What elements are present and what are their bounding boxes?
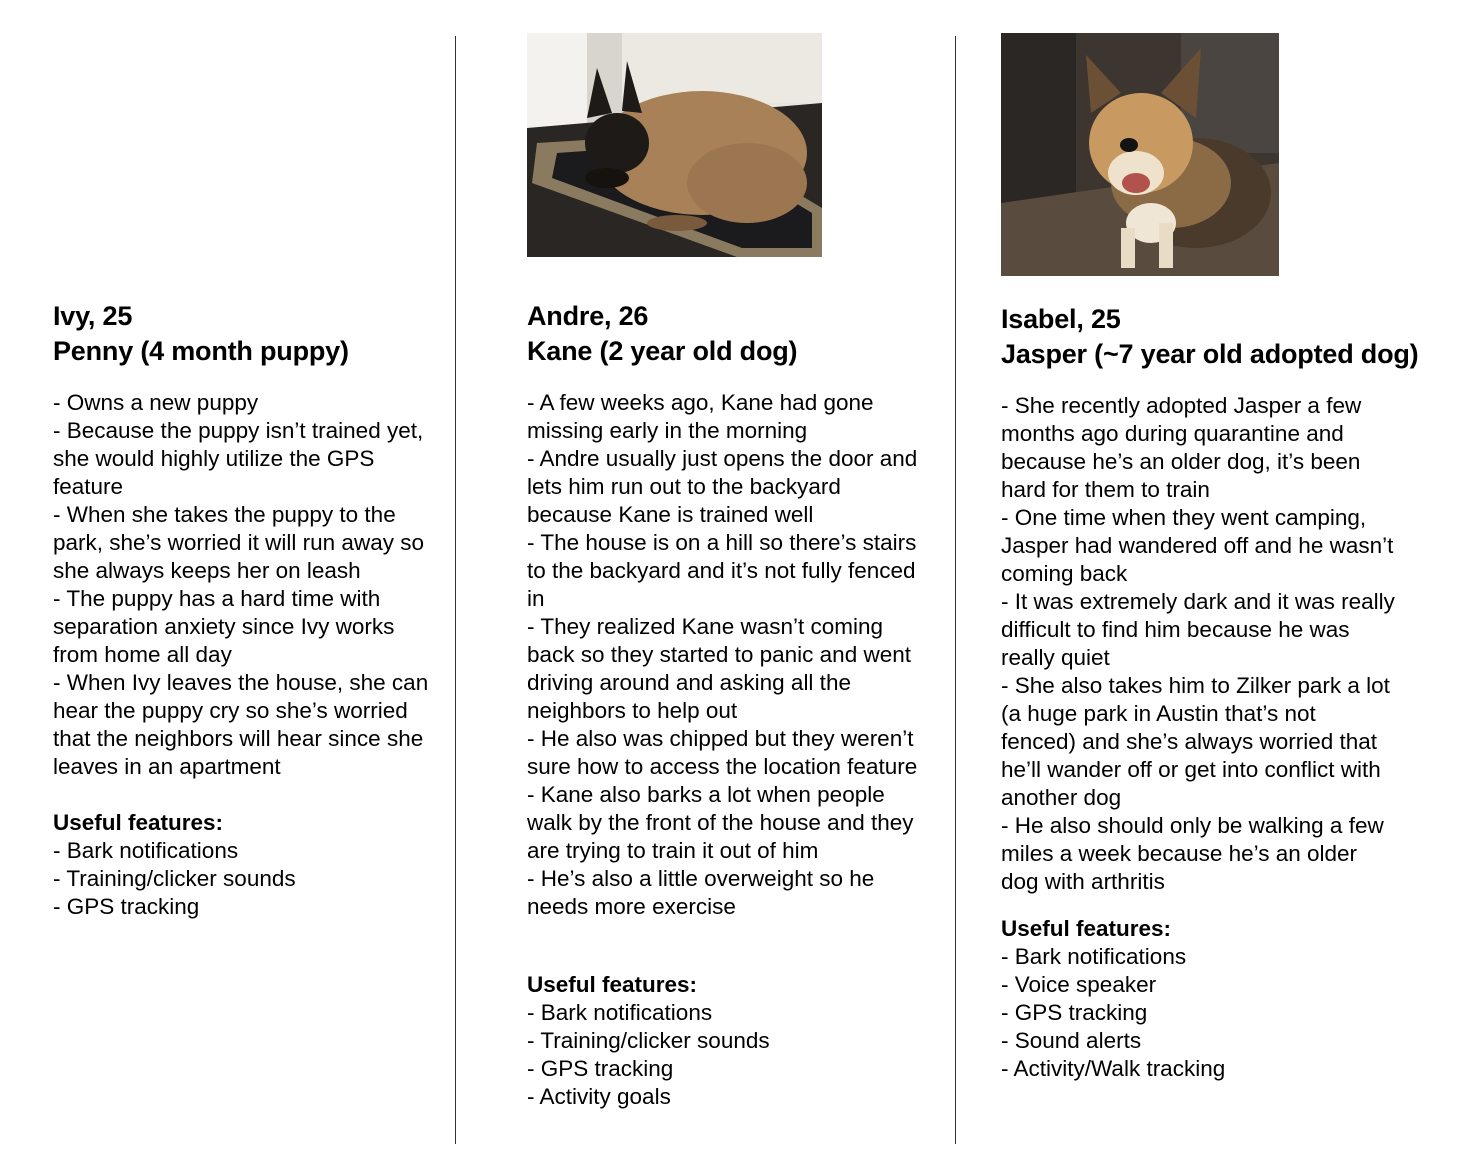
- dog-photo-kane: [527, 33, 822, 257]
- feature-item: - Activity goals: [527, 1083, 922, 1111]
- persona-card-isabel: [1001, 0, 1471, 1166]
- features-list: [527, 999, 922, 1111]
- note-item: - Kane also barks a lot when people walk by the front of the house and they are trying to train it out of him: [527, 781, 922, 865]
- note-item: - Because the puppy isn’t trained yet, she would highly utilize the GPS feature: [53, 417, 443, 501]
- feature-item: - Sound alerts: [1001, 1027, 1396, 1055]
- pet-description: Jasper (~7 year old adopted dog): [1001, 339, 1419, 369]
- persona-name-age: Isabel, 25: [1001, 304, 1121, 334]
- note-item: - Owns a new puppy: [53, 389, 443, 417]
- note-item: - When she takes the puppy to the park, she’s worried it will run away so she always keeps her on leash: [53, 501, 443, 585]
- features-title: Useful features:: [527, 972, 698, 997]
- feature-item: - GPS tracking: [1001, 999, 1396, 1027]
- persona-name-age: Andre, 26: [527, 301, 649, 331]
- useful-features: [1001, 915, 1396, 1083]
- feature-item: - Bark notifications: [1001, 943, 1396, 971]
- note-item: - When Ivy leaves the house, she can hear the puppy cry so she’s worried that the neighbors will hear since she leaves in an apartment: [53, 669, 443, 781]
- feature-item: - Bark notifications: [527, 999, 922, 1027]
- feature-item: - GPS tracking: [527, 1055, 922, 1083]
- pet-description: Kane (2 year old dog): [527, 336, 798, 366]
- persona-card-ivy: [53, 0, 443, 1166]
- persona-notes: [527, 389, 922, 921]
- persona-notes: [53, 389, 443, 781]
- persona-heading: [527, 299, 797, 369]
- persona-notes: [1001, 392, 1396, 896]
- features-list: [53, 837, 443, 921]
- features-title: Useful features:: [53, 810, 224, 835]
- persona-heading: [53, 299, 349, 369]
- dog-photo-jasper: [1001, 33, 1279, 276]
- useful-features: [53, 809, 443, 921]
- note-item: - She recently adopted Jasper a few months ago during quarantine and because he’s an older dog, it’s been hard for them to train: [1001, 392, 1396, 504]
- pet-description: Penny (4 month puppy): [53, 336, 349, 366]
- note-item: - It was extremely dark and it was really difficult to find him because he was really quiet: [1001, 588, 1396, 672]
- note-item: - He also was chipped but they weren’t sure how to access the location feature: [527, 725, 922, 781]
- persona-card-andre: [527, 0, 922, 1166]
- feature-item: - Training/clicker sounds: [527, 1027, 922, 1055]
- note-item: - He also should only be walking a few miles a week because he’s an older dog with arthritis: [1001, 812, 1396, 896]
- column-divider-left: [455, 36, 456, 1144]
- feature-item: - Voice speaker: [1001, 971, 1396, 999]
- note-item: - The house is on a hill so there’s stairs to the backyard and it’s not fully fenced in: [527, 529, 922, 613]
- note-item: - They realized Kane wasn’t coming back so they started to panic and went driving around and asking all the neighbors to help out: [527, 613, 922, 725]
- persona-heading: [1001, 302, 1418, 372]
- note-item: - A few weeks ago, Kane had gone missing early in the morning: [527, 389, 922, 445]
- column-divider-right: [955, 36, 956, 1144]
- note-item: - One time when they went camping, Jasper had wandered off and he wasn’t coming back: [1001, 504, 1396, 588]
- persona-name-age: Ivy, 25: [53, 301, 133, 331]
- note-item: - Andre usually just opens the door and lets him run out to the backyard because Kane is trained well: [527, 445, 922, 529]
- useful-features: [527, 971, 922, 1111]
- feature-item: - Bark notifications: [53, 837, 443, 865]
- features-title: Useful features:: [1001, 916, 1172, 941]
- feature-item: - Training/clicker sounds: [53, 865, 443, 893]
- note-item: - She also takes him to Zilker park a lot (a huge park in Austin that’s not fenced) and she’s always worried that he’ll wander off or get into conflict with another dog: [1001, 672, 1396, 812]
- feature-item: - Activity/Walk tracking: [1001, 1055, 1396, 1083]
- note-item: - The puppy has a hard time with separation anxiety since Ivy works from home all day: [53, 585, 443, 669]
- note-item: - He’s also a little overweight so he needs more exercise: [527, 865, 922, 921]
- feature-item: - GPS tracking: [53, 893, 443, 921]
- features-list: [1001, 943, 1396, 1083]
